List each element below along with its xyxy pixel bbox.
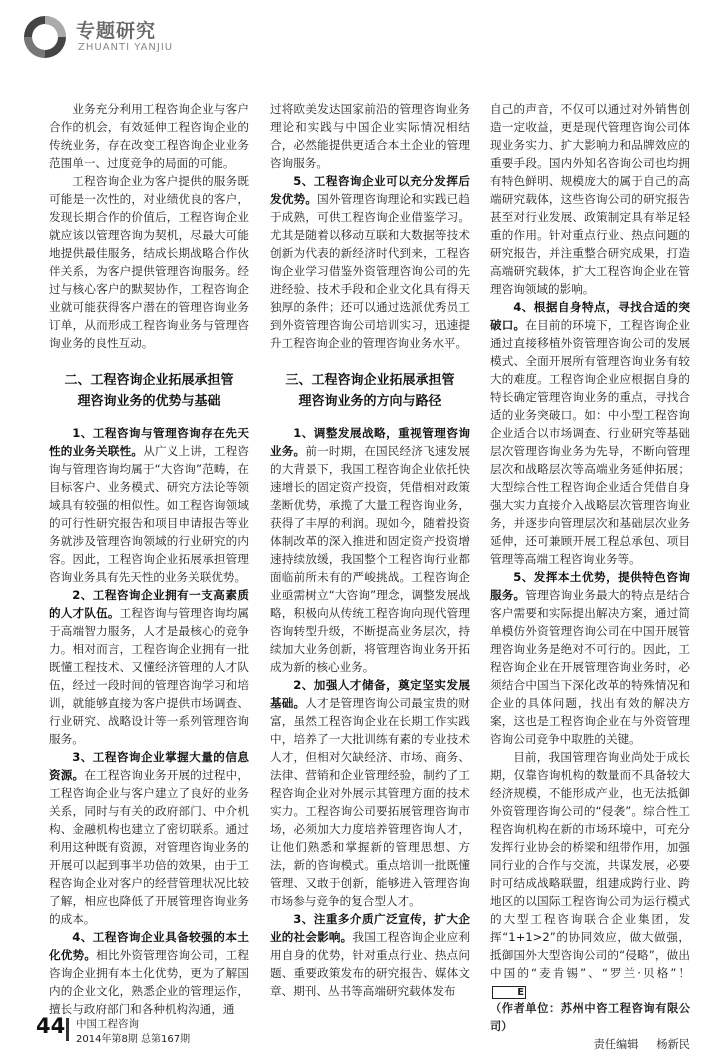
- subheading: 4、根据自身特点，寻找合适的突破口。: [490, 300, 690, 332]
- paragraph: 1、工程咨询与管理咨询存在先天性的业务关联性。从广义上讲，工程咨询与管理咨询均属于“大咨询”范畴，在目标客户、业务模式、研究方法论等领域具有较强的相似性。如工程咨询领域的可行性研究报告和项目申请报告等业务就涉及管理咨询领域的行业研究的内容。因此，工程咨询企业拓展承担管理咨询业务具有先天性的业务关联优势。: [49, 426, 249, 584]
- subheading: 2、工程咨询企业拥有一支高素质的人才队伍。: [49, 588, 249, 620]
- end-mark-icon: E: [492, 986, 526, 999]
- paragraph: 目前，我国管理咨询业尚处于成长期，仅靠咨询机构的数量而不具备较大经济规模，不能形成产业，也无法抵御外资管理咨询公司的“侵袭”。综合性工程咨询机构在新的市场环境中，可充分发挥行业协会的桥梁和纽带作用，加强同行业的合作与交流，共谋发展，必要时可结成战略联盟，组建成跨行业、跨地区的以国际工程咨询公司为运行模式的大型工程咨询联合企业集团，发挥“1+1>2”的协同效应，做大做强，抵御国外大型咨询公司的“侵略”，做出中国的“麦肯锡”、“罗兰·贝格”！E: [490, 750, 690, 998]
- author-affiliation: （作者单位：苏州中咨工程咨询有限公司）: [490, 1002, 690, 1033]
- magazine-name: 中国工程咨询: [76, 1018, 139, 1030]
- column-title: 专题研究: [76, 20, 157, 42]
- page-number: 44: [36, 1014, 66, 1038]
- section-heading-2: 二、工程咨询企业拓展承担管 理咨询业务的优势与基础: [64, 373, 234, 409]
- paragraph: 3、工程咨询企业掌握大量的信息资源。在工程咨询业务开展的过程中，工程咨询企业与客户建立了良好的业务关系，同时与有关的政府部门、中介机构、金融机构也建立了密切联系。通过利用这种既有资源，对管理咨询业务的开展可以起到事半功倍的效果，由于工程咨询企业对客户的经营管理状况比较了解，相应也降低了开展管理咨询业务的成本。: [49, 750, 249, 926]
- paragraph: 2、工程咨询企业拥有一支高素质的人才队伍。工程咨询与管理咨询均属于高端智力服务，人才是最核心的竞争力。相对而言，工程咨询企业拥有一批既懂工程技术、又懂经济管理的人才队伍，经过一段时间的管理咨询学习和培训，就能够直接为客户提供市场调查、行业研究、战略设计等一系列管理咨询服务。: [49, 588, 249, 746]
- issue-info: 2014年第8期 总第167期: [76, 1034, 191, 1045]
- subheading: 4、工程咨询企业具备较强的本土化优势。: [49, 930, 249, 962]
- paragraph: 3、注重多介质广泛宣传，扩大企业的社会影响。我国工程咨询企业应利用自身的优势，针对重点行业、热点问题、重要政策发布的研究报告、媒体文章、期刊、丛书等高端研究载体发布: [270, 912, 470, 998]
- column-subtitle: ZHUANTI YANJIU: [78, 42, 174, 53]
- paragraph: 5、工程咨询企业可以充分发挥后发优势。国外管理咨询理论和实践已趋于成熟，可供工程咨询企业借鉴学习。尤其是随着以移动互联和大数据等技术创新为代表的新经济时代到来，工程咨询企业学习借鉴外资管理咨询公司的先进经验、技术手段和企业文化具有得天独厚的条件；还可以通过选派优秀员工到外资管理咨询公司培训实习，迅速提升工程咨询企业的管理咨询业务水平。: [270, 174, 470, 350]
- text-column-2: [270, 100, 470, 1000]
- paragraph: 5、发挥本土优势，提供特色咨询服务。管理咨询业务最大的特点是结合客户需要和实际提出解决方案，通过简单模仿外资管理咨询公司在中国开展管理咨询业务是绝对不可行的。因此，工程咨询企业在开展管理咨询业务时，必须结合中国当下深化改革的特殊情况和企业的具体问题，找出有效的解决方案，这也是工程咨询企业在与外资管理咨询公司竞争中取胜的关键。: [490, 570, 690, 746]
- subheading: 1、调整发展战略，重视管理咨询业务。: [270, 426, 470, 458]
- column-logo-icon: [22, 14, 68, 60]
- paragraph: 4、工程咨询企业具备较强的本土化优势。相比外资管理咨询公司，工程咨询企业拥有本土化优势，更为了解国内的企业文化，熟悉企业的管理运作，擅长与政府部门和各种机构沟通，通: [49, 930, 249, 1016]
- paragraph: 工程咨询企业为客户提供的服务既可能是一次性的，对业绩优良的客户，发现长期合作的价值后，工程咨询企业就应该以管理咨询为契机，尽最大可能地提供最佳服务，结成长期战略合作伙伴关系，为客户提供管理咨询服务。经过与核心客户的默契协作，工程咨询企业就可能获得客户潜在的管理咨询业务订单，从而形成工程咨询业务与管理咨询业务的良性互动。: [49, 174, 249, 350]
- editor-credit: 责任编辑 杨新民: [593, 1038, 690, 1051]
- subheading: 3、注重多介质广泛宣传，扩大企业的社会影响。: [270, 912, 470, 944]
- subheading: 5、发挥本土优势，提供特色咨询服务。: [490, 570, 690, 602]
- section-heading-3: 三、工程咨询企业拓展承担管 理咨询业务的方向与路径: [285, 373, 455, 409]
- subheading: 5、工程咨询企业可以充分发挥后发优势。: [270, 174, 470, 206]
- paragraph: 2、加强人才储备，奠定坚实发展基础。人才是管理咨询公司最宝贵的财富，虽然工程咨询企业在长期工作实践中，培养了一大批训练有素的专业技术人才，但相对欠缺经济、市场、商务、法律、营销和企业管理经验，制约了工程咨询企业对外展示其管理方面的技术实力。工程咨询公司要拓展管理咨询市场，必须加大力度培养管理咨询人才，让他们熟悉和掌握新的管理思想、方法，新的咨询模式。重点培训一批既懂管理、又敢于创新，能够进入管理咨询市场参与竞争的复合型人才。: [270, 678, 470, 908]
- footer-divider: [66, 1018, 69, 1041]
- paragraph: 业务充分利用工程咨询企业与客户合作的机会，有效延伸工程咨询企业的传统业务，存在改变工程咨询企业业务范围单一、过度竞争的局面的可能。: [49, 102, 249, 170]
- paragraph: 1、调整发展战略，重视管理咨询业务。前一时期，在国民经济飞速发展的大背景下，我国工程咨询企业依托快速增长的固定资产投资，凭借相对政策垄断优势，承揽了大量工程咨询业务，获得了丰厚的利润。现如今，随着投资体制改革的深入推进和固定资产投资增速持续放缓，我国整个工程咨询行业都面临前所未有的严峻挑战。工程咨询企业亟需树立“大咨询”理念，调整发展战略，积极向从传统工程咨询向现代管理咨询转型升级，不断提高业务层次，持续加大业务创新，将管理咨询业务开拓成为新的核心业务。: [270, 426, 470, 674]
- paragraph: 自己的声音，不仅可以通过对外销售创造一定收益，更是现代管理咨询公司体现业务实力、扩大影响力和品牌效应的重要手段。国内外知名咨询公司也均拥有特色鲜明、规模庞大的属于自己的高端研究载体，这些咨询公司的研究报告甚至对行业发展、政策制定具有举足轻重的作用。针对重点行业、热点问题的研究报告，并注重整合研究成果，打造高端研究载体，扩大工程咨询企业在管理咨询领域的影响。: [490, 102, 690, 296]
- text-column-1: [49, 100, 249, 1018]
- subheading: 2、加强人才储备，奠定坚实发展基础。: [270, 678, 470, 710]
- paragraph: 过将欧美发达国家前沿的管理咨询业务理论和实践与中国企业实际情况相结合，必然能提供更适合本土企业的管理咨询服务。: [270, 102, 470, 170]
- text-column-3: [490, 100, 690, 1054]
- paragraph: 4、根据自身特点，寻找合适的突破口。在目前的环境下，工程咨询企业通过直接移植外资管理咨询公司的发展模式、全面开展所有管理咨询业务有较大的难度。工程咨询企业应根据自身的特长确定管理咨询业务的重点，寻找合适的业务突破口。如：中小型工程咨询企业适合以市场调查、行业研究等基础层次管理咨询业务为先导，不断向管理层次和战略层次等高端业务延伸拓展；大型综合性工程咨询企业适合凭借自身强大实力直接介入战略层次管理咨询业务，并逐步向管理层次和基础层次业务延伸，还可兼顾开展工程总承包、项目管理等高端工程咨询业务等。: [490, 300, 690, 566]
- subheading: 1、工程咨询与管理咨询存在先天性的业务关联性。: [49, 426, 249, 458]
- subheading: 3、工程咨询企业掌握大量的信息资源。: [49, 750, 249, 782]
